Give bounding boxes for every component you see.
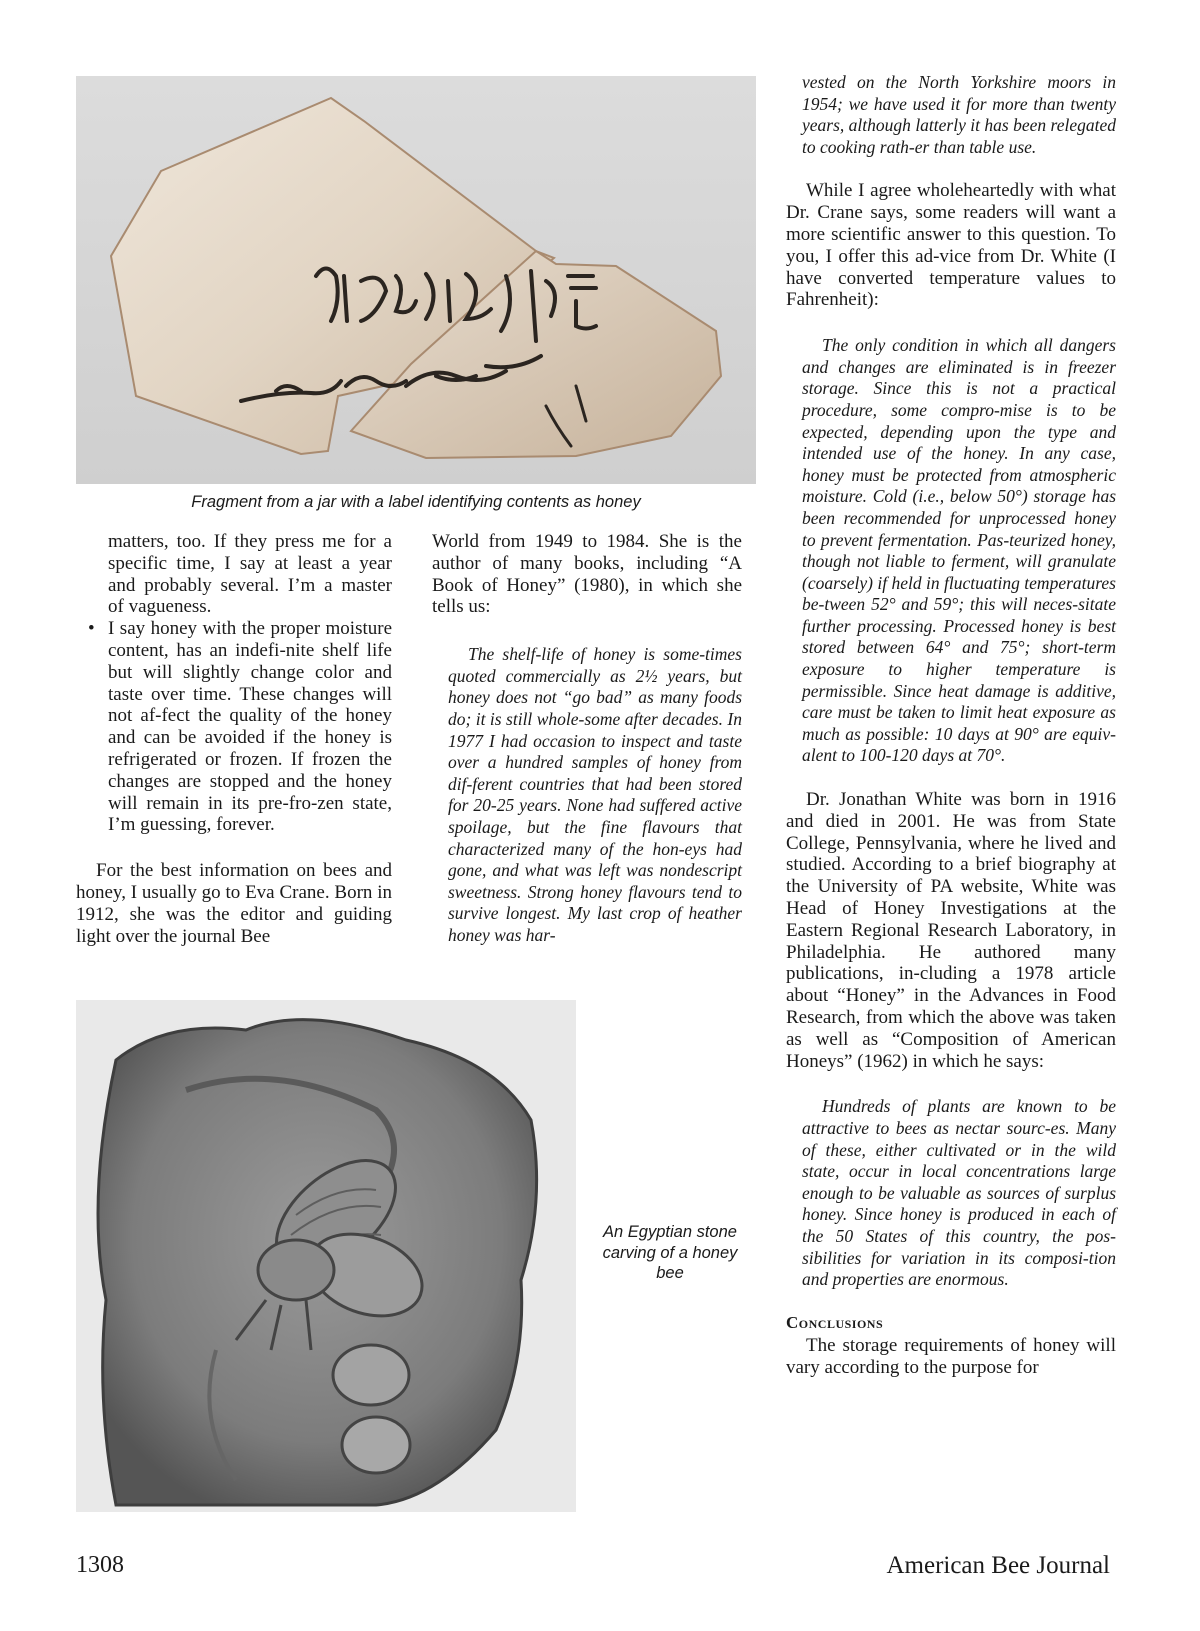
quote-white-plants: Hundreds of plants are known to be attractive to bees as nectar sourc-es. Many of these, either cultivated or in the wild state, occur in local concentrations large enough to be valuable as sources of surplus honey. Since honey is produced in each of the 50 States of this country, the pos-sibilities for variation in its composi-tion and properties are enormous. xyxy=(802,1096,1116,1290)
column-2 xyxy=(432,531,742,947)
stone-carving-image xyxy=(76,1000,576,1512)
jar-fragment-image xyxy=(76,76,756,484)
page-number: 1308 xyxy=(76,1552,124,1578)
bullet-list xyxy=(76,531,392,836)
quote-crane: The shelf-life of honey is some-times quoted commercially as 2½ years, but honey does not “go bad” as many foods do; it is still whole-some after decades. In 1977 I had occasion to inspect and taste over a hundred samples of honey from dif-ferent countries that had been stored for 20-25 years. None had suffered active spoilage, but the fine flavours that characterized many of the hon-eys had gone, and what was left was nondescript sweetness. Strong honey flavours tend to survive longest. My last crop of heather honey was har- xyxy=(448,644,742,945)
bullet-marker: • xyxy=(88,618,95,640)
bullet-item-text: I say honey with the proper moisture content, has an indefi-nite shelf life but will slightly change color and taste over time. These changes will not af-fect the quality of the honey and can be avoided if the honey is refrigerated or frozen. If frozen the changes are stopped and the honey will remain in its pre-fro-zen state, I’m guessing, forever. xyxy=(108,618,392,836)
section-heading-conclusions: Conclusions xyxy=(786,1312,884,1332)
stone-carving-photo xyxy=(76,1000,576,1512)
jar-fragment-photo xyxy=(76,76,756,484)
paragraph-eva-crane: For the best information on bees and honey, I usually go to Eva Crane. Born in 1912, she was the editor and guiding light over the journal Bee xyxy=(76,860,392,947)
journal-title: American Bee Journal xyxy=(886,1552,1110,1579)
jar-photo-caption: Fragment from a jar with a label identifying contents as honey xyxy=(191,493,641,511)
bullet-item-2 xyxy=(76,618,392,836)
paragraph-scientific-answer: While I agree wholeheartedly with what Dr. Crane says, some readers will want a more scientific answer to this question. To you, I offer this ad-vice from Dr. White (I have converted temperature values to Fahrenheit): xyxy=(786,180,1116,311)
bullet-item-1-continuation xyxy=(76,531,392,618)
paragraph-jonathan-white: Dr. Jonathan White was born in 1916 and died in 2001. He was from State College, Pennsylvania, where he lived and studied. According to a brief biography at the University of PA website, White was Head of Honey Investigations at the Eastern Regional Research Laboratory, in Philadelphia. He authored many publications, in-cluding a 1978 article about “Honey” in the Advances in Food Research, from which the above was taken as well as “Composition of American Honeys” (1962) in which he says: xyxy=(786,789,1116,1072)
column-1 xyxy=(76,531,392,947)
quote-white-storage: The only condition in which all dangers and changes are eliminated is in freezer storage. Since this is not a practical procedure, some compro-mise is to be expected, depending upon the type and intended use of the honey. In any case, honey must be protected from atmospheric moisture. Cold (i.e., below 50°) storage has been recommended for unprocessed honey to prevent fermentation. Pas-teurized honey, though not liable to ferment, will granulate (coarsely) if held in fluctuating temperatures be-tween 52° and 59°; this will neces-sitate further processing. Processed honey is best stored between 64° and 75°; short-term exposure to higher temperature is permissible. Since heat damage is additive, care must be taken to limit heat exposure as much as possible: 10 days at 90° are equiv-alent to 100-120 days at 70°. xyxy=(802,335,1116,766)
bullet-item-text: matters, too. If they press me for a specific time, I say at least a year and probably several. I’m a master of vagueness. xyxy=(108,531,392,618)
bee-photo-caption: An Egyptian stone carving of a honey bee xyxy=(602,1223,738,1282)
quote-crane-continuation: vested on the North Yorkshire moors in 1954; we have used it for more than twenty years, although latterly it has been relegated to cooking rath-er than table use. xyxy=(802,72,1116,157)
column-3 xyxy=(786,72,1116,1378)
paragraph-conclusions: The storage requirements of honey will vary according to the purpose for xyxy=(786,1334,1116,1378)
paragraph-bee-world: World from 1949 to 1984. She is the author of many books, including “A Book of Honey” (1980), in which she tells us: xyxy=(432,531,742,618)
